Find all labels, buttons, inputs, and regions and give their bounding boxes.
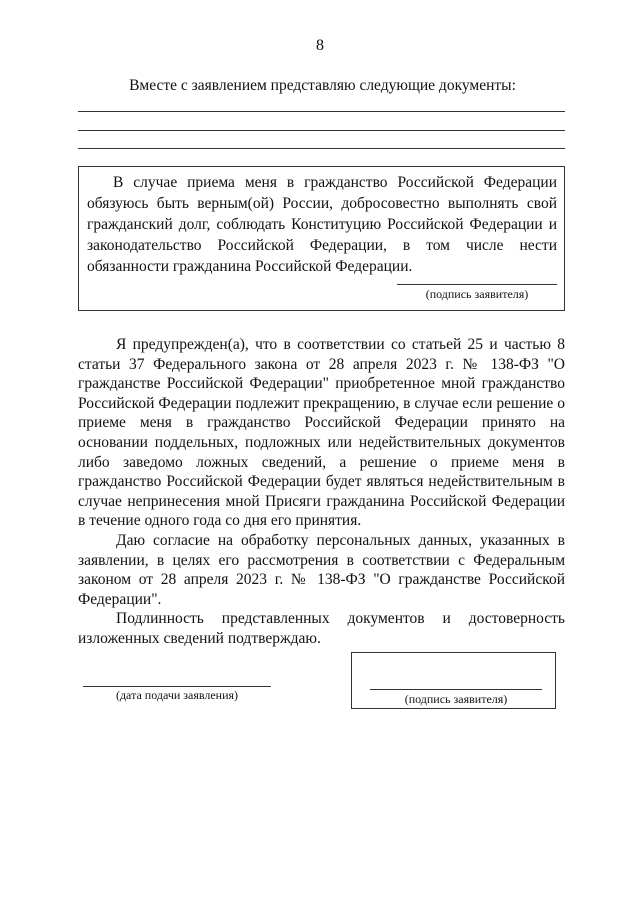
page-number: 8 — [316, 37, 324, 54]
date-caption: (дата подачи заявления) — [115, 688, 239, 702]
document-list-line-2 — [78, 130, 565, 131]
documents-intro: Вместе с заявлением представляю следующие документы: — [129, 77, 516, 94]
warnings-section — [78, 335, 565, 649]
oath-signature-line[interactable] — [397, 284, 557, 285]
document-list-line-1 — [78, 111, 565, 112]
oath-signature-caption: (подпись заявителя) — [425, 287, 529, 301]
signature-box — [351, 652, 556, 709]
paragraph-warning: Я предупрежден(а), что в соответствии со статьей 25 и частью 8 статьи 37 Федерального закона от 28 апреля 2023 г. № 138-ФЗ "О гражданстве Российской Федерации" приобретенное мной гражданство Российской Федерации подлежит прекращению, в случае если решение о приеме меня в гражданство Российской Федерации принято на основании поддельных, подложных или недействительных документов либо заведомо ложных сведений, а решение о приеме меня в гражданство Российской Федерации будет являться недействительным в случае непринесения мной Присяги гражданина Российской Федерации в течение одного года со дня его принятия. — [78, 336, 565, 530]
oath-text: В случае приема меня в гражданство Российской Федерации обязуюсь быть верным(ой) России, добросовестно выполнять свой гражданский долг, соблюдать Конституцию Российской Федерации и законодательство Российской Федерации, в том числе нести обязанности гражданина Российской Федерации. — [87, 174, 557, 275]
date-line[interactable] — [83, 686, 271, 687]
signature-caption: (подпись заявителя) — [404, 692, 508, 706]
paragraph-confirmation: Подлинность представленных документов и достоверность изложенных сведений подтверждаю. — [78, 610, 565, 647]
document-list-line-3 — [78, 148, 565, 149]
oath-box — [78, 166, 565, 311]
paragraph-consent: Даю согласие на обработку персональных данных, указанных в заявлении, в целях его рассмотрения в соответствии с Федеральным законом от 28 апреля 2023 г. № 138-ФЗ "О гражданстве Российской Федерации". — [78, 531, 565, 608]
signature-line[interactable] — [370, 689, 542, 690]
